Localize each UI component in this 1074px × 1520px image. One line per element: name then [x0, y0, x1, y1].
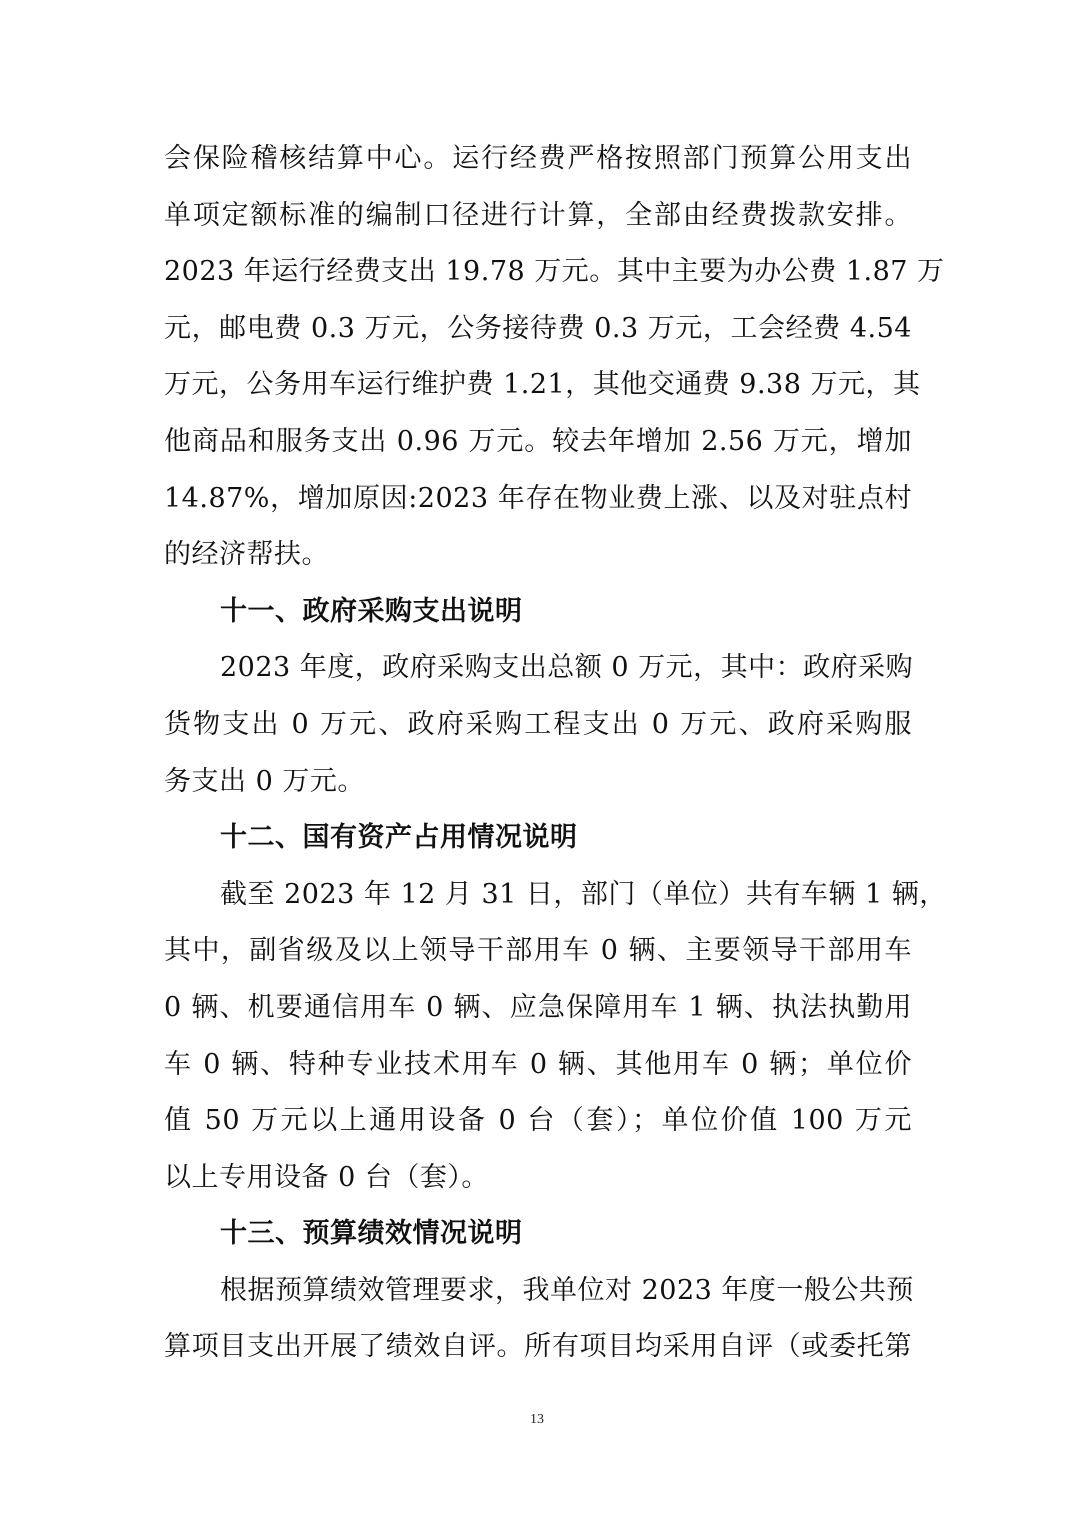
text-line: 算项目支出开展了绩效自评。所有项目均采用自评（或委托第 [164, 1331, 912, 1363]
text-line: 2023 年运行经费支出 19.78 万元。其中主要为办公费 1.87 万 [164, 256, 945, 288]
text-line: 的经济帮扶。 [164, 539, 329, 571]
text-line: 货物支出 0 万元、政府采购工程支出 0 万元、政府采购服 [164, 708, 912, 740]
text-line: 他商品和服务支出 0.96 万元。较去年增加 2.56 万元，增加 [164, 425, 912, 457]
section-heading-12: 十二、国有资产占用情况说明 [220, 822, 578, 854]
text-line: 单项定额标准的编制口径进行计算，全部由经费拨款安排。 [164, 199, 912, 231]
body-text [164, 131, 947, 1376]
text-line: 元，邮电费 0.3 万元，公务接待费 0.3 万元，工会经费 4.54 [164, 312, 912, 344]
text-line: 0 辆、机要通信用车 0 辆、应急保障用车 1 辆、执法执勤用 [164, 991, 912, 1023]
page-number: 13 [530, 1412, 544, 1427]
text-line: 14.87%，增加原因:2023 年存在物业费上涨、以及对驻点村 [164, 482, 912, 514]
text-line: 万元，公务用车运行维护费 1.21，其他交通费 9.38 万元，其 [164, 369, 921, 401]
text-line: 根据预算绩效管理要求，我单位对 2023 年度一般公共预 [220, 1274, 914, 1306]
section-heading-13: 十三、预算绩效情况说明 [220, 1218, 523, 1250]
text-line: 会保险稽核结算中心。运行经费严格按照部门预算公用支出 [164, 143, 912, 174]
section-heading-11: 十一、政府采购支出说明 [220, 595, 523, 627]
text-line: 截至 2023 年 12 月 31 日，部门（单位）共有车辆 1 辆， [220, 878, 947, 910]
text-line: 以上专用设备 0 台（套）。 [164, 1161, 489, 1193]
text-line: 2023 年度，政府采购支出总额 0 万元，其中：政府采购 [220, 652, 914, 684]
text-line: 值 50 万元以上通用设备 0 台（套）；单位价值 100 万元 [164, 1105, 912, 1137]
text-line: 务支出 0 万元。 [164, 765, 365, 797]
text-line: 其中，副省级及以上领导干部用车 0 辆、主要领导干部用车 [164, 935, 912, 967]
text-line: 车 0 辆、特种专业技术用车 0 辆、其他用车 0 辆；单位价 [164, 1048, 912, 1080]
